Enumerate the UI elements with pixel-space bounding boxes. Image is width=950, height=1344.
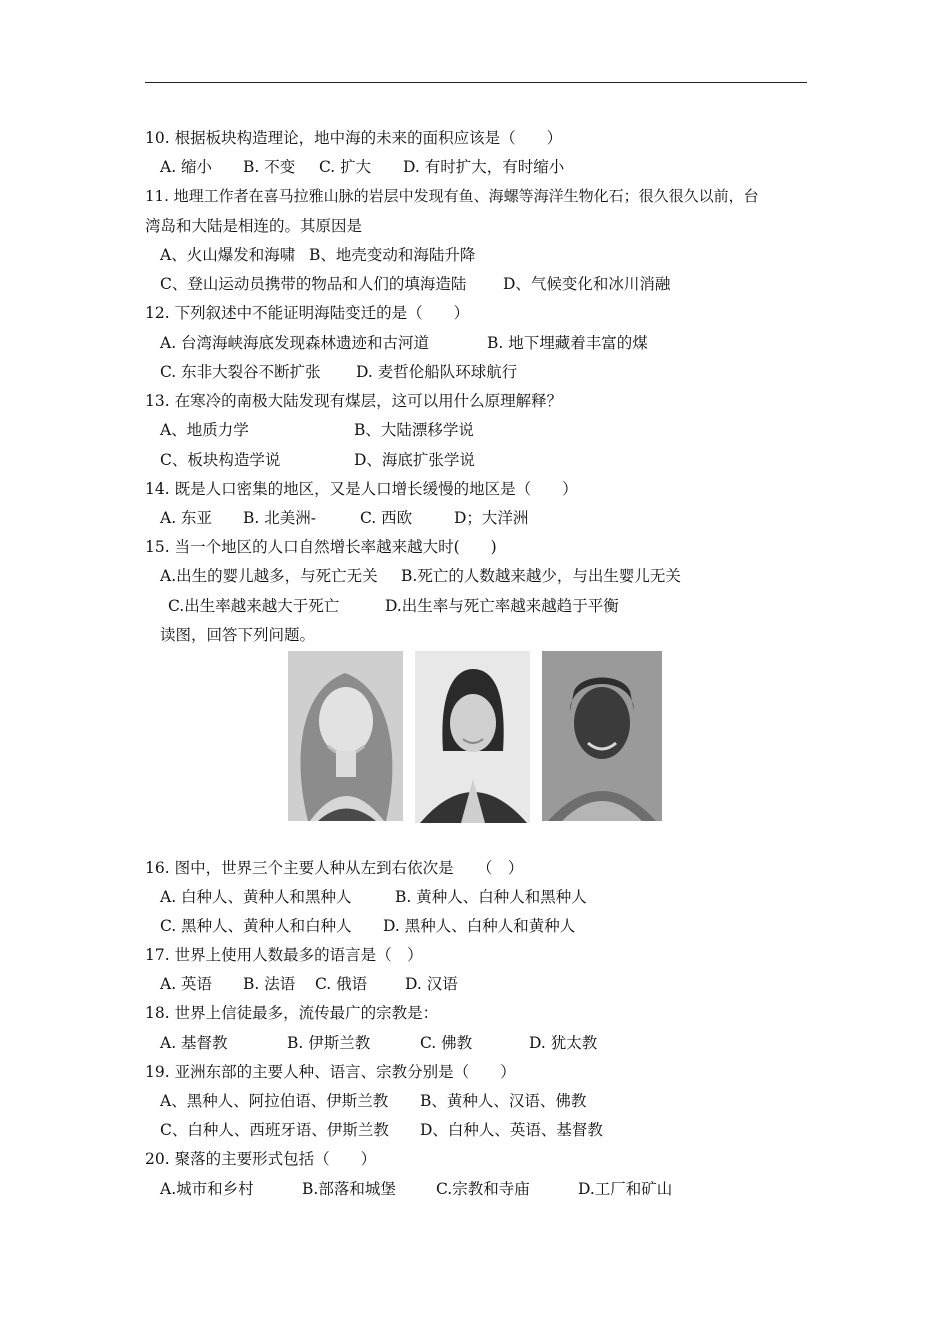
q14-option-b: B. 北美洲- xyxy=(243,509,316,527)
q20-option-b: B.部落和城堡 xyxy=(302,1180,396,1198)
q16-option-c: C. 黑种人、黄种人和白种人 xyxy=(160,917,352,935)
q10-option-c: C. 扩大 xyxy=(319,158,372,176)
q19-option-b: B、黄种人、汉语、佛教 xyxy=(420,1092,587,1110)
q18-option-b: B. 伊斯兰教 xyxy=(287,1034,371,1052)
q10-option-a: A. 缩小 xyxy=(160,158,213,176)
q19-option-c: C、白种人、西班牙语、伊斯兰教 xyxy=(160,1121,389,1139)
q19-stem: 19. 亚洲东部的主要人种、语言、宗教分别是（ ） xyxy=(145,1063,516,1081)
q17-option-c: C. 俄语 xyxy=(315,975,368,993)
q17-option-a: A. 英语 xyxy=(160,975,213,993)
q18-option-a: A. 基督教 xyxy=(160,1034,228,1052)
q15-option-c: C.出生率越来越大于死亡 xyxy=(168,597,340,615)
q20-stem: 20. 聚落的主要形式包括（ ） xyxy=(145,1150,377,1168)
q13-option-b: B、大陆漂移学说 xyxy=(354,421,474,439)
q17-option-b: B. 法语 xyxy=(243,975,296,993)
q13-option-d: D、海底扩张学说 xyxy=(354,451,475,469)
photo-white-woman xyxy=(288,651,403,821)
q15-stem: 15. 当一个地区的人口自然增长率越来越大时( ) xyxy=(145,538,497,556)
header-rule xyxy=(145,82,807,83)
q18-option-d: D. 犹太教 xyxy=(529,1034,598,1052)
q12-stem: 12. 下列叙述中不能证明海陆变迁的是（ ） xyxy=(145,304,470,322)
q13-option-a: A、地质力学 xyxy=(160,421,249,439)
q18-option-c: C. 佛教 xyxy=(420,1034,473,1052)
read-prompt: 读图，回答下列问题。 xyxy=(160,626,316,644)
q17-stem: 17. 世界上使用人数最多的语言是（ ） xyxy=(145,946,423,964)
q11-option-c: C、登山运动员携带的物品和人们的填海造陆 xyxy=(160,275,467,293)
q11-stem-line1: 11. 地理工作者在喜马拉雅山脉的岩层中发现有鱼、海螺等海洋生物化石；很久很久以前，台 xyxy=(145,187,759,205)
q20-option-a: A.城市和乡村 xyxy=(160,1180,254,1198)
q14-stem: 14. 既是人口密集的地区，又是人口增长缓慢的地区是（ ） xyxy=(145,480,578,498)
q20-option-c: C.宗教和寺庙 xyxy=(436,1180,530,1198)
q14-option-d: D；大洋洲 xyxy=(454,509,529,527)
q13-stem: 13. 在寒冷的南极大陆发现有煤层，这可以用什么原理解释？ xyxy=(145,392,563,410)
q14-option-a: A. 东亚 xyxy=(160,509,213,527)
q12-option-b: B. 地下埋藏着丰富的煤 xyxy=(487,334,648,352)
q14-option-c: C. 西欧 xyxy=(360,509,413,527)
q16-option-a: A. 白种人、黄种人和黑种人 xyxy=(160,888,352,906)
q10-option-d: D. 有时扩大，有时缩小 xyxy=(403,158,565,176)
q16-option-d: D. 黑种人、白种人和黄种人 xyxy=(383,917,576,935)
photo-black-girl xyxy=(542,651,662,821)
q19-option-a: A、黑种人、阿拉伯语、伊斯兰教 xyxy=(160,1092,389,1110)
q20-option-d: D.工厂和矿山 xyxy=(578,1180,673,1198)
q11-option-b: B、地壳变动和海陆升降 xyxy=(309,246,476,264)
q11-option-d: D、气候变化和冰川消融 xyxy=(503,275,671,293)
q17-option-d: D. 汉语 xyxy=(405,975,458,993)
q11-stem-line2: 湾岛和大陆是相连的。其原因是 xyxy=(145,217,363,235)
q15-option-a: A.出生的婴儿越多，与死亡无关 xyxy=(160,567,378,585)
photo-asian-woman xyxy=(415,651,530,823)
q10-option-b: B. 不变 xyxy=(243,158,296,176)
q10-stem: 10. 根据板块构造理论，地中海的未来的面积应该是（ ） xyxy=(145,129,563,147)
q12-option-c: C. 东非大裂谷不断扩张 xyxy=(160,363,321,381)
q12-option-d: D. 麦哲伦船队环球航行 xyxy=(356,363,518,381)
q18-stem: 18. 世界上信徒最多，流传最广的宗教是： xyxy=(145,1004,439,1022)
q15-option-b: B.死亡的人数越来越少，与出生婴儿无关 xyxy=(401,567,681,585)
q11-option-a: A、火山爆发和海啸 xyxy=(160,246,296,264)
q12-option-a: A. 台湾海峡海底发现森林遗迹和古河道 xyxy=(160,334,430,352)
q15-option-d: D.出生率与死亡率越来越趋于平衡 xyxy=(385,597,619,615)
q13-option-c: C、板块构造学说 xyxy=(160,451,281,469)
q16-stem: 16. 图中，世界三个主要人种从左到右依次是 （ ） xyxy=(145,859,524,877)
q19-option-d: D、白种人、英语、基督教 xyxy=(420,1121,603,1139)
q16-option-b: B. 黄种人、白种人和黑种人 xyxy=(395,888,587,906)
